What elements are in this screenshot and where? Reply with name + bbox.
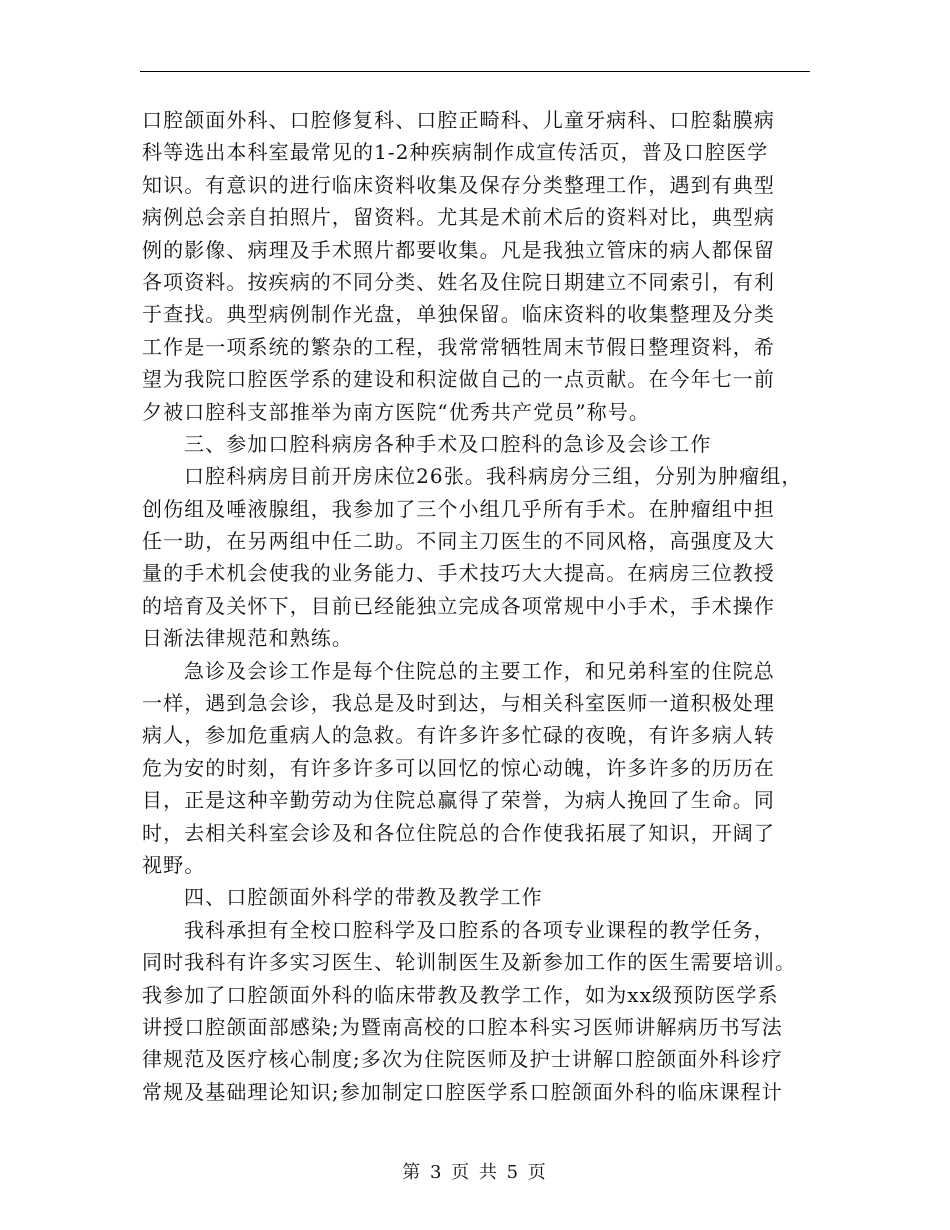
document-body (142, 104, 822, 1108)
text-line: 病人，参加危重病人的急救。有许多许多忙碌的夜晚，有许多病人转 (142, 723, 775, 748)
text-line: 任一助，在另两组中任二助。不同主刀医生的不同风格，高强度及大 (142, 529, 775, 554)
text-line: 望为我院口腔医学系的建设和积淀做自己的一点贡献。在今年七一前 (142, 367, 775, 392)
text-line: 目，正是这种辛勤劳动为住院总赢得了荣誉，为病人挽回了生命。同 (142, 788, 775, 813)
text-line: 三、参加口腔科病房各种手术及口腔科的急诊及会诊工作 (184, 431, 712, 456)
text-line: 同时我科有许多实习医生、轮训制医生及新参加工作的医生需要培训。 (142, 950, 797, 975)
text-line: 病例总会亲自拍照片，留资料。尤其是术前术后的资料对比，典型病 (142, 205, 775, 230)
text-line: 常规及基础理论知识;参加制定口腔医学系口腔颌面外科的临床课程计 (142, 1079, 783, 1104)
text-line: 量的手术机会使我的业务能力、手术技巧大大提高。在病房三位教授 (142, 561, 775, 586)
text-line: 我科承担有全校口腔科学及口腔系的各项专业课程的教学任务， (184, 917, 775, 942)
text-line: 一样，遇到急会诊，我总是及时到达，与相关科室医师一道积极处理 (142, 691, 775, 716)
text-line: 工作是一项系统的繁杂的工程，我常常牺牲周末节假日整理资料，希 (142, 334, 775, 359)
text-line: 于查找。典型病例制作光盘，单独保留。临床资料的收集整理及分类 (142, 302, 775, 327)
text-line: 科等选出本科室最常见的1-2种疾病制作成宣传活页，普及口腔医学 (142, 140, 769, 165)
text-line: 的培育及关怀下，目前已经能独立完成各项常规中小手术，手术操作 (142, 593, 775, 618)
page-number: 第 3 页 共 5 页 (402, 1162, 548, 1183)
header-rule (140, 71, 810, 72)
text-line: 创伤组及唾液腺组，我参加了三个小组几乎所有手术。在肿瘤组中担 (142, 496, 775, 521)
text-line: 例的影像、病理及手术照片都要收集。凡是我独立管床的病人都保留 (142, 237, 775, 262)
text-line: 视野。 (142, 852, 206, 877)
text-line: 口腔颌面外科、口腔修复科、口腔正畸科、儿童牙病科、口腔黏膜病 (142, 108, 775, 132)
text-line: 夕被口腔科支部推举为南方医院“优秀共产党员”称号。 (142, 399, 650, 424)
text-line: 口腔科病房目前开房床位26张。我科病房分三组，分别为肿瘤组， (184, 464, 803, 489)
text-line: 危为安的时刻，有许多许多可以回忆的惊心动魄，许多许多的历历在 (142, 755, 775, 780)
text-line: 四、口腔颌面外科学的带教及教学工作 (184, 885, 543, 910)
text-line: 讲授口腔颌面部感染;为暨南高校的口腔本科实习医师讲解病历书写法 (142, 1014, 783, 1039)
text-line: 知识。有意识的进行临床资料收集及保存分类整理工作，遇到有典型 (142, 172, 775, 197)
text-line: 急诊及会诊工作是每个住院总的主要工作，和兄弟科室的住院总 (184, 658, 775, 683)
text-line: 日渐法律规范和熟练。 (142, 626, 353, 651)
text-line: 我参加了口腔颌面外科的临床带教及教学工作，如为xx级预防医学系 (142, 982, 779, 1007)
text-line: 时，去相关科室会诊及和各位住院总的合作使我拓展了知识，开阔了 (142, 820, 775, 845)
text-line: 各项资料。按疾病的不同分类、姓名及住院日期建立不同索引，有利 (142, 269, 775, 294)
text-line: 律规范及医疗核心制度;多次为住院医师及护士讲解口腔颌面外科诊疗 (142, 1047, 783, 1072)
